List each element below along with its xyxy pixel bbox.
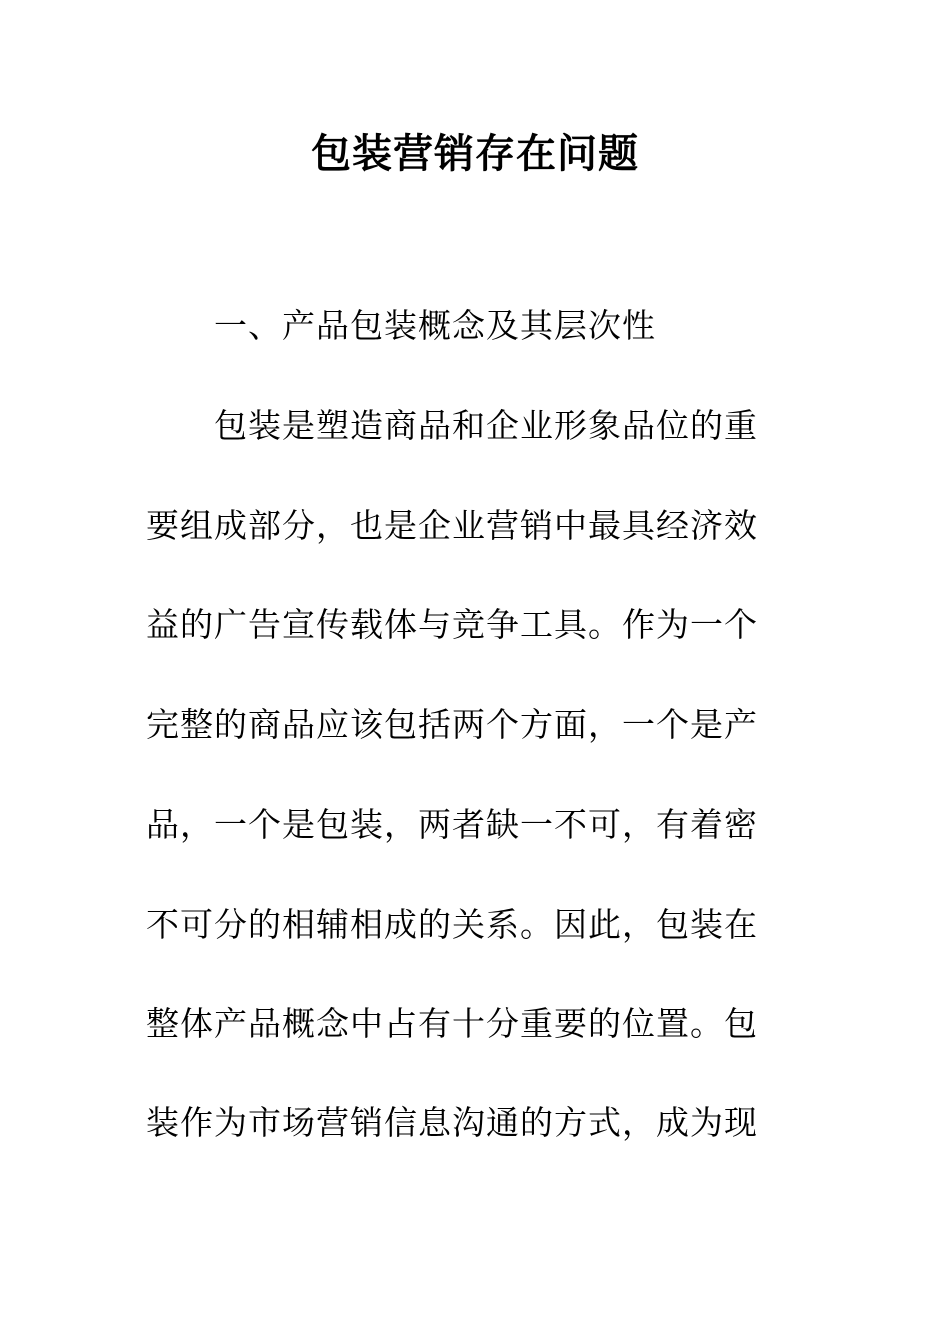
paragraph-line: 品，一个是包装，两者缺一不可，有着密 xyxy=(146,805,758,844)
paragraph-line: 不可分的相辅相成的关系。因此，包装在 xyxy=(146,905,758,944)
paragraph-line: 整体产品概念中占有十分重要的位置。包 xyxy=(146,1004,758,1043)
paragraph-line: 装作为市场营销信息沟通的方式，成为现 xyxy=(146,1103,758,1142)
section-heading: 一、产品包装概念及其层次性 xyxy=(214,306,656,345)
paragraph-line: 要组成部分，也是企业营销中最具经济效 xyxy=(146,506,758,545)
document-title: 包装营销存在问题 xyxy=(311,130,639,177)
paragraph-line: 包装是塑造商品和企业形象品位的重 xyxy=(214,406,758,445)
paragraph-line: 益的广告宣传载体与竞争工具。作为一个 xyxy=(146,605,758,644)
paragraph-line: 完整的商品应该包括两个方面，一个是产 xyxy=(146,705,758,744)
